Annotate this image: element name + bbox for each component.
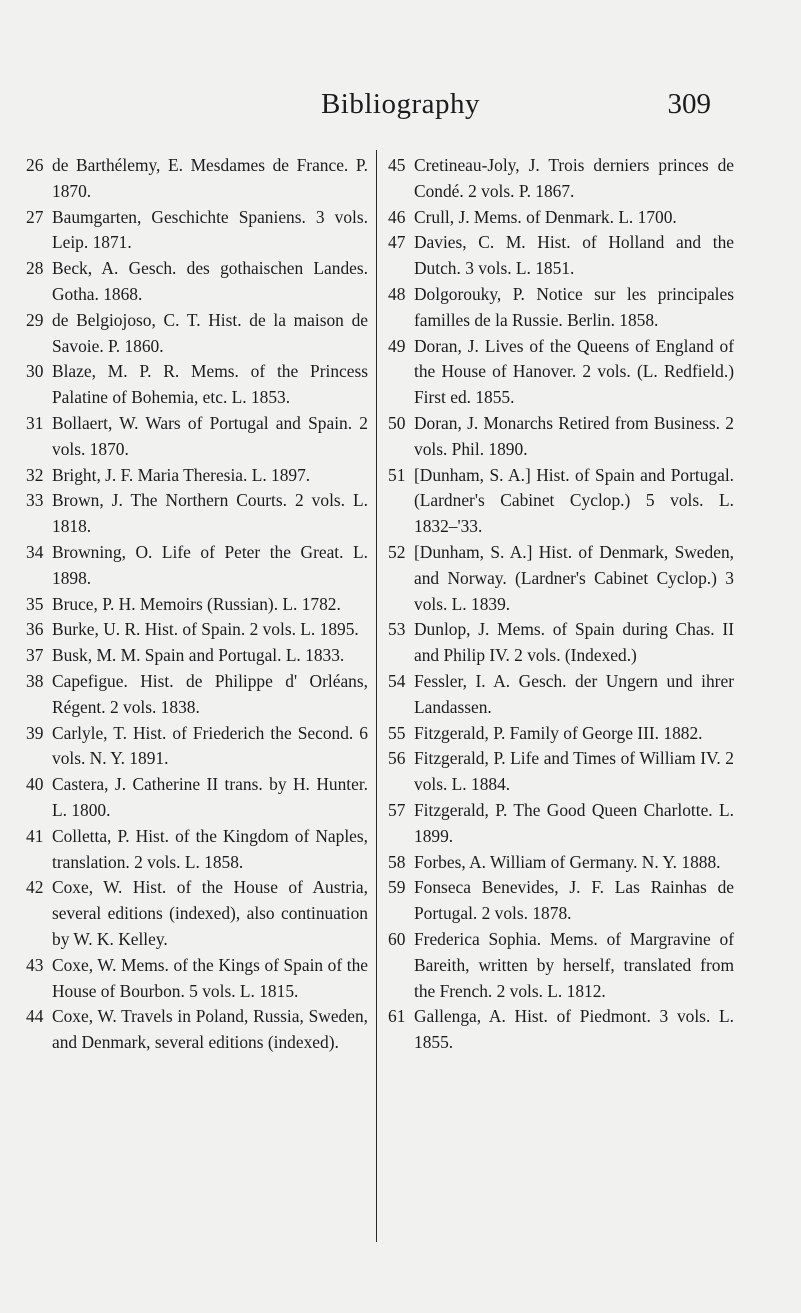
entry-text: Fessler, I. A. Gesch. der Ungern und ihrer Landassen. [414,670,734,717]
entry-text: [Dunham, S. A.] Hist. of Spain and Portugal. (Lardner's Cabinet Cyclop.) 5 vols. L. 1832–'33. [414,464,734,537]
right-column [388,153,734,1056]
entry-text: Bright, J. F. Maria Theresia. L. 1897. [52,464,311,485]
entry-number: 29 [26,309,44,330]
entry-number: 49 [388,335,406,356]
entry-text: Browning, O. Life of Peter the Great. L. 1898. [52,541,368,588]
entry-text: Fitzgerald, P. Life and Times of William IV. 2 vols. L. 1884. [414,748,734,795]
left-column [26,153,368,1056]
bibliography-entry [26,308,368,360]
bibliography-entry [26,359,368,411]
entry-text: Coxe, W. Hist. of the House of Austria, several editions (indexed), also continuation by W. K. Kelley. [52,877,368,949]
bibliography-entry [26,1004,368,1056]
entry-text: Frederica Sophia. Mems. of Margravine of Bareith, written by herself, translated from the French. 2 vols. L. 1812. [414,928,734,1001]
entry-number: 46 [388,206,406,227]
entry-text: Colletta, P. Hist. of the Kingdom of Naples, translation. 2 vols. L. 1858. [52,825,368,872]
entry-number: 30 [26,361,44,382]
entry-number: 43 [26,954,44,975]
bibliography-entry [388,850,734,876]
bibliography-entry [388,153,734,205]
bibliography-entry [26,824,368,876]
entry-number: 52 [388,541,406,562]
bibliography-entry [26,592,368,618]
bibliography-entry [388,746,734,798]
bibliography-entry [388,1004,734,1056]
bibliography-entry [388,230,734,282]
bibliography-entry [388,617,734,669]
entry-text: Castera, J. Catherine II trans. by H. Hunter. L. 1800. [52,774,368,820]
entry-text: Baumgarten, Geschichte Spaniens. 3 vols. Leip. 1871. [52,206,368,253]
entry-number: 60 [388,928,406,949]
entry-text: Fitzgerald, P. The Good Queen Charlotte. L. 1899. [414,799,734,846]
entry-number: 27 [26,206,44,227]
bibliography-entry [26,153,368,205]
page-number: 309 [667,88,711,120]
bibliography-entry [26,721,368,773]
entry-number: 48 [388,283,406,304]
entry-number: 34 [26,541,44,562]
entry-number: 45 [388,155,406,175]
bibliography-entry [388,282,734,334]
bibliography-entry [388,875,734,927]
bibliography-entry [388,669,734,721]
entry-text: Dunlop, J. Mems. of Spain during Chas. II and Philip IV. 2 vols. (Indexed.) [414,619,734,666]
bibliography-entry [26,669,368,721]
entry-text: [Dunham, S. A.] Hist. of Denmark, Sweden, and Norway. (Lardner's Cabinet Cyclop.) 3 vols. L. 1839. [414,541,734,614]
entry-number: 47 [388,232,406,253]
bibliography-entry [388,205,734,231]
bibliography-entry [26,540,368,592]
entry-text: Blaze, M. P. R. Mems. of the Princess Palatine of Bohemia, etc. L. 1853. [52,361,368,408]
entry-text: de Barthélemy, E. Mesdames de France. P. 1870. [52,155,368,201]
bibliography-entry [388,334,734,411]
entry-number: 35 [26,593,44,614]
entry-number: 31 [26,412,44,433]
entry-number: 59 [388,877,406,898]
bibliography-entry [26,256,368,308]
entry-text: Gallenga, A. Hist. of Piedmont. 3 vols. L. 1855. [414,1006,734,1053]
entry-number: 39 [26,722,44,743]
entry-text: Carlyle, T. Hist. of Friederich the Second. 6 vols. N. Y. 1891. [52,722,368,769]
entry-number: 38 [26,670,44,691]
running-title: Bibliography [320,88,481,120]
bibliography-entry [26,463,368,489]
entry-text: Brown, J. The Northern Courts. 2 vols. L. 1818. [52,490,368,537]
bibliography-entry [388,411,734,463]
entry-number: 37 [26,645,44,666]
bibliography-entry [388,463,734,540]
entry-text: Bruce, P. H. Memoirs (Russian). L. 1782. [52,593,341,614]
bibliography-entry [388,721,734,747]
bibliography-entry [26,875,368,952]
entry-number: 55 [388,722,406,743]
entry-number: 56 [388,748,406,769]
entry-text: Fonseca Benevides, J. F. Las Rainhas de Portugal. 2 vols. 1878. [414,877,734,924]
entry-text: Doran, J. Lives of the Queens of England of the House of Hanover. 2 vols. (L. Redfield.) First ed. 1855. [414,335,734,408]
entry-number: 41 [26,825,44,846]
entry-number: 61 [388,1006,406,1027]
entry-text: Forbes, A. William of Germany. N. Y. 1888. [414,851,721,872]
entry-number: 33 [26,490,44,511]
entry-number: 53 [388,619,406,640]
entry-number: 26 [26,155,44,175]
bibliography-entry [26,411,368,463]
entry-number: 54 [388,670,406,691]
column-divider [376,150,377,1242]
entry-number: 32 [26,464,44,485]
entry-number: 42 [26,877,44,898]
bibliography-entry [26,488,368,540]
entry-text: de Belgiojoso, C. T. Hist. de la maison de Savoie. P. 1860. [52,309,368,356]
bibliography-entry [26,205,368,257]
entry-number: 57 [388,799,406,820]
page-header [0,88,801,128]
entry-text: Crull, J. Mems. of Denmark. L. 1700. [414,206,677,227]
bibliography-entry [26,617,368,643]
entry-text: Cretineau-Joly, J. Trois derniers princes de Condé. 2 vols. P. 1867. [414,155,734,201]
bibliography-entry [26,953,368,1005]
entry-text: Burke, U. R. Hist. of Spain. 2 vols. L. 1895. [52,619,359,640]
entry-number: 58 [388,851,406,872]
entry-text: Davies, C. M. Hist. of Holland and the Dutch. 3 vols. L. 1851. [414,232,734,279]
entry-number: 51 [388,464,406,485]
bibliography-entry [388,540,734,617]
entry-number: 50 [388,412,406,433]
bibliography-entry [388,927,734,1004]
entry-text: Dolgorouky, P. Notice sur les principales familles de la Russie. Berlin. 1858. [414,283,734,330]
entry-number: 28 [26,258,44,279]
entry-number: 44 [26,1006,44,1027]
entry-text: Beck, A. Gesch. des gothaischen Landes. Gotha. 1868. [52,258,368,304]
entry-text: Bollaert, W. Wars of Portugal and Spain. 2 vols. 1870. [52,412,368,459]
bibliography-entry [26,772,368,824]
entry-number: 36 [26,619,44,640]
entry-text: Coxe, W. Travels in Poland, Russia, Sweden, and Denmark, several editions (indexed). [52,1006,368,1053]
entry-number: 40 [26,774,44,795]
entry-text: Coxe, W. Mems. of the Kings of Spain of the House of Bourbon. 5 vols. L. 1815. [52,954,368,1001]
entry-text: Fitzgerald, P. Family of George III. 1882. [414,722,703,743]
bibliography-entry [26,643,368,669]
entry-text: Doran, J. Monarchs Retired from Business. 2 vols. Phil. 1890. [414,412,734,459]
bibliography-entry [388,798,734,850]
entry-text: Capefigue. Hist. de Philippe d' Orléans, Régent. 2 vols. 1838. [52,670,368,717]
entry-text: Busk, M. M. Spain and Portugal. L. 1833. [52,645,345,666]
